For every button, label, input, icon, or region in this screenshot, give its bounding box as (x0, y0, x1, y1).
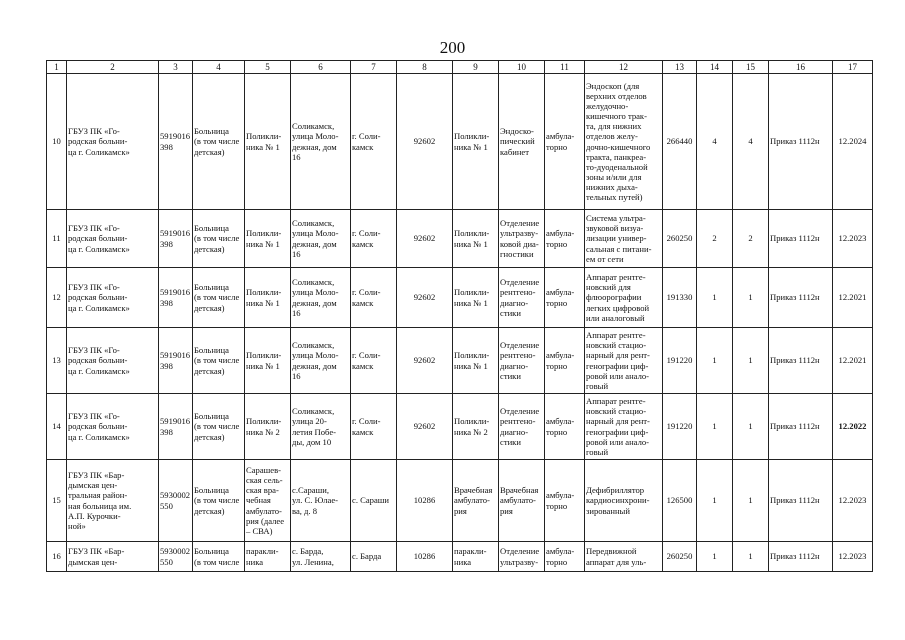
cell-qty1 (697, 394, 733, 460)
cell-address (291, 394, 351, 460)
cell-text: амбула- торно (546, 131, 575, 152)
cell-cabinet (499, 542, 545, 572)
cell-n (47, 542, 67, 572)
cell-equipment (585, 460, 663, 542)
cell-equipment (585, 328, 663, 394)
column-header: 6 (291, 61, 351, 74)
cell-text: Эндоскоп (для верхних отделов желудочно- кишечного трак- та, для нижних отделов желу- дочно-кишечного тракта, панкреа- то-дуоденальной зоны и/или для нижних дыха- тельных путей) (586, 80, 651, 203)
cell-date (833, 460, 873, 542)
cell-text: Соликамск, улица 20- летия Побе- ды, дом 10 (292, 406, 336, 447)
cell-qty1 (697, 74, 733, 210)
cell-inn (159, 460, 193, 542)
cell-text: 12.2023 (838, 233, 867, 244)
cell-inn (159, 268, 193, 328)
cell-code (663, 74, 697, 210)
cell-code (663, 210, 697, 268)
cell-qty2 (733, 74, 769, 210)
cell-type (193, 542, 245, 572)
cell-text: 191220 (666, 421, 693, 432)
cell-qty1 (697, 210, 733, 268)
cell-text: 5930002 550 (160, 546, 191, 567)
cell-text: ГБУЗ ПК «Го- родская больни- ца г. Соликамск» (68, 223, 130, 254)
cell-text: Эндоско- пический кабинет (500, 126, 535, 157)
cell-text: Врачебная амбулато- рия (454, 485, 493, 516)
cell-text: Аппарат рентге- новский для флюорографии легких цифровой или аналоговый (586, 272, 650, 323)
cell-mode (545, 210, 585, 268)
cell-oktmo (397, 268, 453, 328)
cell-text: 1 (748, 421, 753, 432)
column-header: 14 (697, 61, 733, 74)
cell-equipment (585, 542, 663, 572)
cell-text: ГБУЗ ПК «Бар- дымская цен- тральная район- ная больница им. А.П. Курочки- ной» (68, 470, 132, 531)
cell-code (663, 328, 697, 394)
column-header: 1 (47, 61, 67, 74)
cell-org (67, 210, 159, 268)
cell-city (351, 74, 397, 210)
cell-org (67, 542, 159, 572)
equipment-table (46, 60, 873, 572)
cell-n (47, 268, 67, 328)
cell-text: ГБУЗ ПК «Го- родская больни- ца г. Соликамск» (68, 411, 130, 442)
cell-text: 1 (748, 551, 753, 562)
cell-text: Поликли- ника № 1 (246, 131, 282, 152)
cell-cabinet (499, 460, 545, 542)
cell-city (351, 394, 397, 460)
cell-text: Передвижной аппарат для уль- (586, 546, 647, 567)
cell-text: с. Барда (352, 551, 382, 562)
cell-type (193, 328, 245, 394)
cell-dept (453, 542, 499, 572)
cell-qty2 (733, 394, 769, 460)
cell-mode (545, 268, 585, 328)
cell-org (67, 394, 159, 460)
cell-dept (453, 268, 499, 328)
cell-text: с. Барда, ул. Ленина, (292, 546, 334, 567)
cell-text: Аппарат рентге- новский стацио- нарный для рент- генографии циф- ровой или анало- говый (586, 330, 650, 391)
cell-text: Поликли- ника № 1 (454, 350, 490, 371)
cell-text: Поликли- ника № 1 (454, 228, 490, 249)
cell-text: 10286 (413, 551, 436, 562)
cell-unit (245, 210, 291, 268)
cell-org (67, 328, 159, 394)
cell-cabinet (499, 74, 545, 210)
cell-text: Приказ 1112н (770, 551, 820, 562)
cell-mode (545, 460, 585, 542)
cell-cabinet (499, 394, 545, 460)
table-row (47, 394, 873, 460)
cell-unit (245, 542, 291, 572)
cell-org (67, 460, 159, 542)
table-row (47, 542, 873, 572)
cell-text: 15 (52, 495, 61, 506)
cell-city (351, 542, 397, 572)
cell-dept (453, 74, 499, 210)
cell-date (833, 74, 873, 210)
cell-text: Поликли- ника № 1 (246, 287, 282, 308)
cell-text: Отделение рентгено- диагно- стики (500, 340, 540, 381)
cell-text: 12.2023 (838, 551, 867, 562)
cell-text: Поликли- ника № 1 (454, 131, 490, 152)
cell-cabinet (499, 210, 545, 268)
cell-text: 191330 (666, 292, 693, 303)
cell-unit (245, 74, 291, 210)
cell-text: Больница (в том числе детская) (194, 126, 240, 157)
cell-date (833, 210, 873, 268)
cell-text: амбула- торно (546, 350, 575, 371)
cell-text: Соликамск, улица Моло- дежная, дом 16 (292, 121, 339, 162)
cell-inn (159, 210, 193, 268)
cell-text: ГБУЗ ПК «Го- родская больни- ца г. Соликамск» (68, 345, 130, 376)
cell-text: 5919016 398 (160, 350, 191, 371)
cell-qty2 (733, 460, 769, 542)
header-row (47, 61, 873, 74)
column-header: 10 (499, 61, 545, 74)
cell-city (351, 328, 397, 394)
cell-text: 5919016 398 (160, 131, 191, 152)
cell-n (47, 210, 67, 268)
cell-text: 5919016 398 (160, 416, 191, 437)
cell-date (833, 394, 873, 460)
table-body (47, 61, 873, 572)
cell-text: 5930002 550 (160, 490, 191, 511)
column-header: 11 (545, 61, 585, 74)
cell-text: 4 (712, 136, 717, 147)
column-header: 17 (833, 61, 873, 74)
cell-type (193, 74, 245, 210)
cell-n (47, 394, 67, 460)
cell-text: Больница (в том числе детская) (194, 411, 240, 442)
cell-qty1 (697, 268, 733, 328)
cell-inn (159, 542, 193, 572)
cell-dept (453, 328, 499, 394)
cell-text: 14 (52, 421, 61, 432)
cell-text: Приказ 1112н (770, 233, 820, 244)
cell-qty1 (697, 328, 733, 394)
cell-city (351, 268, 397, 328)
cell-mode (545, 542, 585, 572)
cell-unit (245, 394, 291, 460)
cell-text: 12.2021 (838, 355, 867, 366)
page-number: 200 (439, 38, 466, 57)
cell-city (351, 210, 397, 268)
cell-text: Приказ 1112н (770, 421, 820, 432)
cell-oktmo (397, 460, 453, 542)
cell-text: 1 (712, 292, 717, 303)
cell-text: Приказ 1112н (770, 292, 820, 303)
cell-text: Соликамск, улица Моло- дежная, дом 16 (292, 340, 339, 381)
cell-text: с. Сараши (352, 495, 389, 506)
cell-type (193, 268, 245, 328)
cell-text: 12.2022 (838, 421, 867, 432)
cell-text: Приказ 1112н (770, 495, 820, 506)
cell-text: 260250 (666, 233, 693, 244)
cell-type (193, 460, 245, 542)
cell-type (193, 394, 245, 460)
cell-text: 126500 (666, 495, 693, 506)
cell-text: 10286 (413, 495, 436, 506)
cell-text: Больница (в том числе (194, 546, 240, 567)
cell-text: 1 (712, 495, 717, 506)
cell-text: 4 (748, 136, 753, 147)
cell-text: ГБУЗ ПК «Го- родская больни- ца г. Соликамск» (68, 126, 130, 157)
cell-unit (245, 460, 291, 542)
cell-text: с.Сараши, ул. С. Юлае- ва, д. 8 (292, 485, 339, 516)
cell-text: паракли- ника (246, 546, 279, 567)
cell-text: 12.2021 (838, 292, 867, 303)
cell-text: Поликли- ника № 2 (246, 416, 282, 437)
cell-dept (453, 210, 499, 268)
cell-text: амбула- торно (546, 228, 575, 249)
cell-text: 12.2024 (838, 136, 867, 147)
cell-n (47, 328, 67, 394)
cell-qty1 (697, 542, 733, 572)
cell-equipment (585, 210, 663, 268)
column-header: 3 (159, 61, 193, 74)
cell-mode (545, 394, 585, 460)
cell-date (833, 542, 873, 572)
cell-text: Приказ 1112н (770, 355, 820, 366)
cell-text: 1 (748, 355, 753, 366)
cell-text: г. Соли- камск (352, 416, 381, 437)
cell-text: ГБУЗ ПК «Бар- дымская цен- (68, 546, 125, 567)
cell-text: 1 (712, 355, 717, 366)
column-header: 15 (733, 61, 769, 74)
cell-text: г. Соли- камск (352, 287, 381, 308)
cell-text: 1 (712, 421, 717, 432)
cell-text: 12 (52, 292, 61, 303)
cell-dept (453, 460, 499, 542)
cell-cabinet (499, 268, 545, 328)
cell-equipment (585, 394, 663, 460)
cell-order (769, 268, 833, 328)
cell-text: Соликамск, улица Моло- дежная, дом 16 (292, 277, 339, 318)
column-header: 2 (67, 61, 159, 74)
cell-text: 12.2023 (838, 495, 867, 506)
cell-text: паракли- ника (454, 546, 487, 567)
cell-text: 10 (52, 136, 61, 147)
table-row (47, 210, 873, 268)
cell-unit (245, 328, 291, 394)
cell-text: 2 (748, 233, 753, 244)
cell-text: 266440 (666, 136, 693, 147)
table-row (47, 268, 873, 328)
cell-order (769, 328, 833, 394)
cell-text: г. Соли- камск (352, 228, 381, 249)
cell-oktmo (397, 394, 453, 460)
column-header: 4 (193, 61, 245, 74)
cell-text: Отделение ультразву- ковой диа- гностики (500, 218, 540, 259)
cell-text: 191220 (666, 355, 693, 366)
cell-mode (545, 328, 585, 394)
column-header: 9 (453, 61, 499, 74)
cell-n (47, 74, 67, 210)
cell-code (663, 268, 697, 328)
cell-equipment (585, 74, 663, 210)
cell-text: амбула- торно (546, 490, 575, 511)
column-header: 13 (663, 61, 697, 74)
cell-text: 2 (712, 233, 717, 244)
cell-code (663, 460, 697, 542)
cell-text: Соликамск, улица Моло- дежная, дом 16 (292, 218, 339, 259)
cell-text: 1 (712, 551, 717, 562)
cell-text: амбула- торно (546, 416, 575, 437)
cell-text: амбула- торно (546, 546, 575, 567)
cell-qty1 (697, 460, 733, 542)
cell-inn (159, 74, 193, 210)
cell-text: Отделение ультразву- (500, 546, 540, 567)
cell-order (769, 210, 833, 268)
cell-text: Поликли- ника № 1 (454, 287, 490, 308)
cell-text: ГБУЗ ПК «Го- родская больни- ца г. Соликамск» (68, 282, 130, 313)
cell-text: 1 (748, 495, 753, 506)
cell-qty2 (733, 210, 769, 268)
cell-date (833, 328, 873, 394)
cell-text: 260250 (666, 551, 693, 562)
cell-text: Врачебная амбулато- рия (500, 485, 539, 516)
cell-text: Сарашев- ская сель- ская вра- чебная амбулато- рия (далее – СВА) (246, 465, 285, 536)
cell-equipment (585, 268, 663, 328)
cell-address (291, 460, 351, 542)
cell-address (291, 210, 351, 268)
cell-code (663, 542, 697, 572)
cell-text: 92602 (413, 292, 436, 303)
cell-text: 92602 (413, 355, 436, 366)
cell-address (291, 542, 351, 572)
cell-type (193, 210, 245, 268)
cell-order (769, 74, 833, 210)
cell-qty2 (733, 268, 769, 328)
cell-order (769, 460, 833, 542)
cell-unit (245, 268, 291, 328)
column-header: 7 (351, 61, 397, 74)
cell-text: г. Соли- камск (352, 350, 381, 371)
cell-text: Приказ 1112н (770, 136, 820, 147)
cell-text: Система ультра- звуковой визуа- лизации универ- сальная с питани- ем от сети (586, 213, 652, 264)
cell-address (291, 74, 351, 210)
cell-order (769, 542, 833, 572)
cell-oktmo (397, 74, 453, 210)
cell-oktmo (397, 210, 453, 268)
cell-text: 16 (52, 551, 61, 562)
cell-inn (159, 328, 193, 394)
cell-address (291, 328, 351, 394)
column-header: 16 (769, 61, 833, 74)
table-row (47, 74, 873, 210)
cell-text: Поликли- ника № 1 (246, 228, 282, 249)
cell-text: Поликли- ника № 1 (246, 350, 282, 371)
column-header: 8 (397, 61, 453, 74)
cell-inn (159, 394, 193, 460)
cell-text: 5919016 398 (160, 287, 191, 308)
cell-text: 92602 (413, 421, 436, 432)
table-row (47, 328, 873, 394)
cell-cabinet (499, 328, 545, 394)
cell-text: Больница (в том числе детская) (194, 485, 240, 516)
cell-text: Больница (в том числе детская) (194, 223, 240, 254)
cell-date (833, 268, 873, 328)
cell-text: Аппарат рентге- новский стацио- нарный для рент- генографии циф- ровой или анало- говый (586, 396, 650, 457)
cell-address (291, 268, 351, 328)
cell-text: Отделение рентгено- диагно- стики (500, 406, 540, 447)
cell-text: Дефибриллятор кардиосинхрони- зированный (586, 485, 650, 516)
column-header: 12 (585, 61, 663, 74)
cell-text: 5919016 398 (160, 228, 191, 249)
cell-text: Больница (в том числе детская) (194, 345, 240, 376)
cell-text: 13 (52, 355, 61, 366)
cell-text: амбула- торно (546, 287, 575, 308)
cell-code (663, 394, 697, 460)
cell-text: 1 (748, 292, 753, 303)
cell-order (769, 394, 833, 460)
cell-dept (453, 394, 499, 460)
cell-text: Отделение рентгено- диагно- стики (500, 277, 540, 318)
cell-oktmo (397, 328, 453, 394)
cell-org (67, 74, 159, 210)
cell-n (47, 460, 67, 542)
cell-text: 92602 (413, 233, 436, 244)
cell-text: 92602 (413, 136, 436, 147)
table-row (47, 460, 873, 542)
cell-text: Больница (в том числе детская) (194, 282, 240, 313)
cell-org (67, 268, 159, 328)
column-header: 5 (245, 61, 291, 74)
cell-qty2 (733, 328, 769, 394)
cell-city (351, 460, 397, 542)
cell-text: Поликли- ника № 2 (454, 416, 490, 437)
cell-qty2 (733, 542, 769, 572)
cell-text: 11 (52, 233, 61, 244)
cell-text: г. Соли- камск (352, 131, 381, 152)
cell-oktmo (397, 542, 453, 572)
cell-mode (545, 74, 585, 210)
